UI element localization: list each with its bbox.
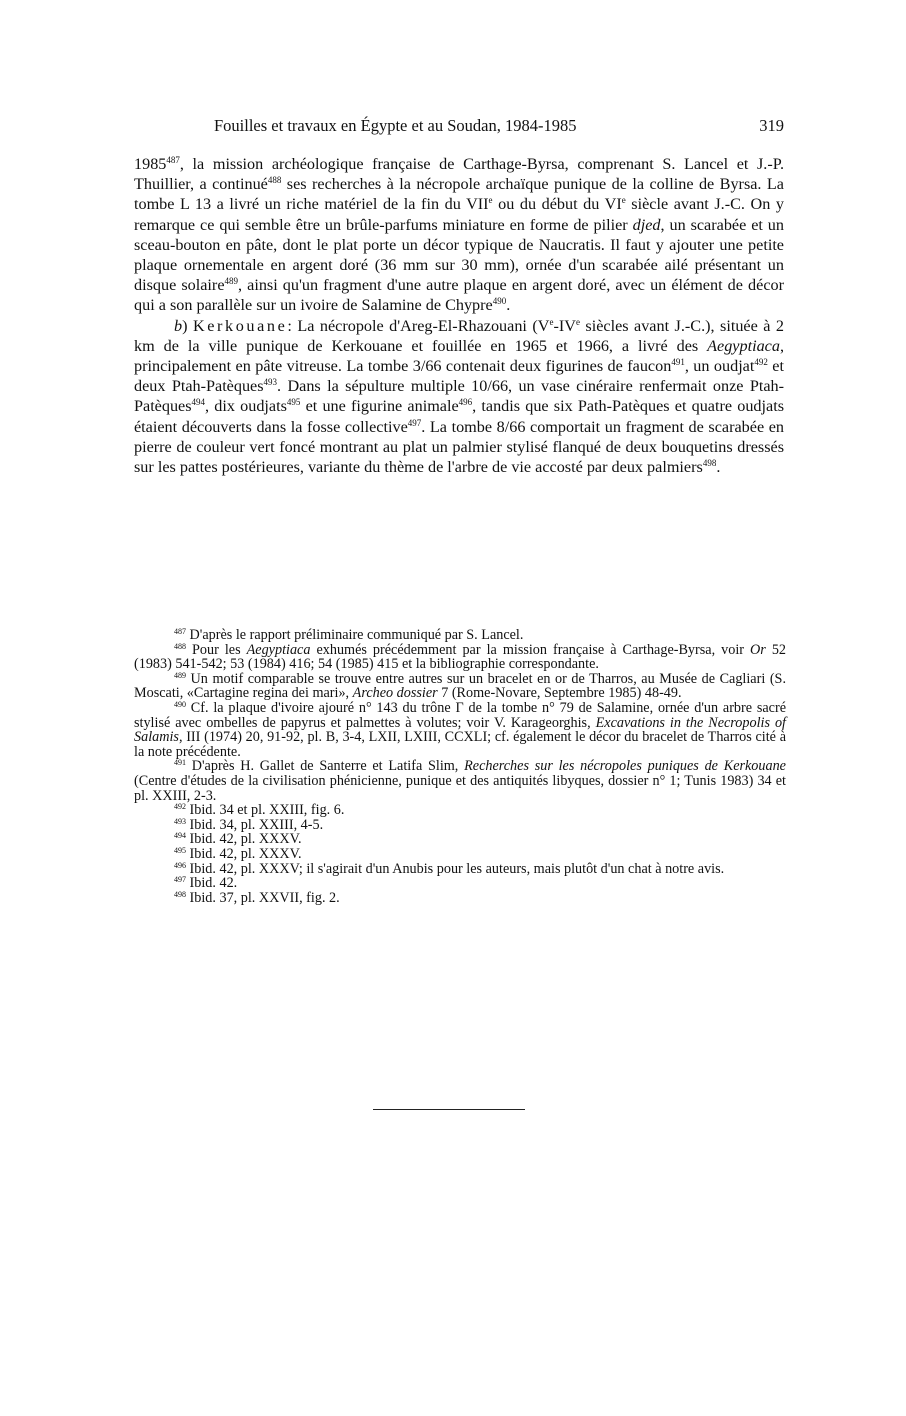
superscript: 497 [174, 875, 186, 885]
superscript: e [621, 195, 626, 206]
text-run: Pour les [186, 641, 247, 658]
text-run: Ibid. 34, pl. XXIII, 4-5. [186, 816, 324, 833]
footnote [134, 847, 786, 862]
running-head [214, 116, 784, 138]
footnote [134, 643, 786, 672]
italic-text: djed [632, 215, 661, 234]
text-run: . [506, 296, 511, 315]
text-run: exhumés précédemment par la mission française à Carthage-Byrsa, voir [310, 641, 751, 658]
text-run: (Centre d'études de la civilisation phénicienne, punique et des antiquités libyques, dossier n° 1; Tunis 1983) 34 et pl. XXIII, 2-3. [134, 772, 786, 804]
superscript: 496 [458, 397, 473, 408]
text-run: , III (1974) 20, 91-92, pl. B, 3-4, LXII, LXIII, CCXLI; cf. également le décor du bracelet de Tharros cité à la note précédente. [134, 729, 786, 760]
text-run: siècle avant J.-C. On y remarque ce qui semble être un brûle-parfums miniature en forme de pilier [134, 195, 784, 234]
italic-text: b [174, 316, 183, 335]
text-run: Ibid. 34 et pl. XXIII, fig. 6. [186, 802, 345, 819]
footnote [134, 672, 786, 701]
italic-text: Archeo dossier [352, 685, 438, 702]
text-run: Ibid. 42, pl. XXXV; il s'agirait d'un Anubis pour les auteurs, mais plutôt d'un chat à notre avis. [186, 860, 725, 877]
superscript: 487 [174, 627, 186, 636]
superscript: 489 [174, 670, 186, 680]
superscript: 494 [174, 831, 186, 841]
text-run: ses recherches à la nécropole archaïque punique de la colline de Byrsa. La tombe L 13 a livré un riche matériel de la fin du VII [134, 175, 784, 214]
italic-text: Aegyptiaca [707, 336, 780, 355]
superscript: 494 [191, 397, 206, 408]
footnote [134, 628, 786, 643]
page-number: 319 [759, 116, 784, 135]
footnote [134, 701, 786, 759]
text-run: . [716, 458, 721, 477]
text-run: 1985 [134, 155, 167, 173]
italic-text: Excavations in the Necropolis of Salamis [134, 714, 786, 746]
spaced-heading: Kerkouane [192, 316, 288, 335]
text-run: et deux Ptah-Patèques [134, 357, 784, 396]
superscript: 493 [174, 816, 186, 826]
superscript: 498 [702, 458, 717, 469]
text-run: , ainsi qu'un fragment d'une autre plaque en argent doré, avec un élément de décor qui a son parallèle sur un ivoire de Salamine de Chypre [134, 276, 784, 315]
body-paragraph [134, 154, 784, 316]
italic-text: Or [750, 641, 766, 658]
superscript: 489 [224, 276, 238, 287]
text-run: , tandis que six Path-Patèques et quatre oudjats étaient découverts dans la fosse collective [134, 397, 785, 436]
superscript: e [549, 316, 554, 327]
footnote [134, 862, 786, 877]
superscript: 488 [267, 175, 282, 186]
footnotes [134, 628, 786, 905]
superscript: 491 [174, 758, 186, 768]
superscript: 492 [754, 357, 768, 368]
footnote [134, 891, 786, 906]
superscript: 498 [174, 889, 186, 899]
text-run: , dix oudjats [205, 397, 287, 416]
superscript: e [575, 316, 580, 327]
text-run: : La nécropole d'Areg-El-Rhazouani (V [287, 316, 550, 335]
footnote [134, 832, 786, 847]
superscript: 490 [174, 699, 186, 709]
superscript: 496 [174, 860, 186, 870]
text-run: et une figurine animale [300, 397, 459, 416]
text-run: siècles avant J.-C.), située à 2 km de la ville punique de Kerkouane et fouillée en 1965 et 1966, a livré des [134, 316, 784, 355]
text-run: Ibid. 42, pl. XXXV. [186, 831, 302, 848]
superscript: 497 [407, 417, 422, 428]
footnote [134, 803, 786, 818]
superscript: 495 [174, 845, 186, 855]
text-run: D'après H. Gallet de Santerre et Latifa Slim, [186, 758, 465, 775]
body-text [134, 154, 784, 477]
italic-text: Recherches sur les nécropoles puniques de Kerkouane [464, 758, 786, 775]
superscript: 490 [492, 296, 507, 307]
end-rule [373, 1109, 525, 1110]
text-run: , principalement en pâte vitreuse. La tombe 3/66 contenait deux figurines de faucon [134, 336, 784, 376]
text-run: Ibid. 42, pl. XXXV. [186, 845, 302, 862]
text-run: D'après le rapport préliminaire communiqué par S. Lancel. [186, 627, 524, 643]
running-title: Fouilles et travaux en Égypte et au Soudan, 1984-1985 [214, 116, 577, 135]
superscript: 487 [166, 155, 180, 165]
text-run: 52 (1983) 541-542; 53 (1984) 416; 54 (1985) 415 et la bibliographie correspondante. [134, 641, 787, 673]
superscript: e [488, 195, 493, 206]
text-run: Ibid. 42. [186, 875, 238, 892]
text-run: Cf. la plaque d'ivoire ajouré n° 143 du trône Γ de la tombe n° 79 de Salamine, ornée d'un arbre sacré stylisé avec ombelles de papyrus et palmettes à volutes; voir V. Karageorghis, [134, 699, 786, 731]
text-run: 7 (Rome-Novare, Septembre 1985) 48-49. [437, 685, 682, 702]
body-paragraph [134, 316, 784, 478]
superscript: 491 [671, 357, 685, 368]
footnote [134, 818, 786, 833]
text-run: -IV [553, 316, 576, 335]
footnote [134, 876, 786, 891]
italic-text: Aegyptiaca [246, 641, 311, 658]
text-run: Ibid. 37, pl. XXVII, fig. 2. [186, 889, 340, 906]
superscript: 492 [174, 802, 186, 812]
text-run: . La tombe 8/66 comportait un fragment de scarabée en pierre de couleur vert foncé montrant au plat un palmier stylisé flanqué de deux bouquetins dressés sur les pattes postérieures, variante du thème de l'arbre de vie accosté par deux palmiers [134, 417, 784, 477]
superscript: 488 [174, 641, 186, 651]
text-run: , un scarabée et un sceau-bouton en pâte, dont le plat porte un décor typique de Naucratis. Il faut y ajouter une petite plaque ornementale en argent doré (36 mm sur 30 mm), ornée d'un scarabée ailé présentant un disque solaire [134, 215, 784, 295]
superscript: 495 [286, 397, 301, 408]
text-run: . Dans la sépulture multiple 10/66, un vase cinéraire renfermait onze Ptah-Patèques [134, 377, 784, 416]
superscript: 493 [263, 377, 278, 388]
footnote [134, 759, 786, 803]
text-run: , un oudjat [684, 357, 755, 376]
text-run: , la mission archéologique française de Carthage-Byrsa, comprenant S. Lancel et J.-P. Thuillier, a continué [134, 155, 784, 194]
text-run: ou du début du VI [492, 195, 622, 214]
text-run: ) [182, 316, 193, 335]
text-run: Un motif comparable se trouve entre autres sur un bracelet en or de Tharros, au Musée de Cagliari (S. Moscati, «Cartagine regina dei mari», [134, 670, 786, 702]
